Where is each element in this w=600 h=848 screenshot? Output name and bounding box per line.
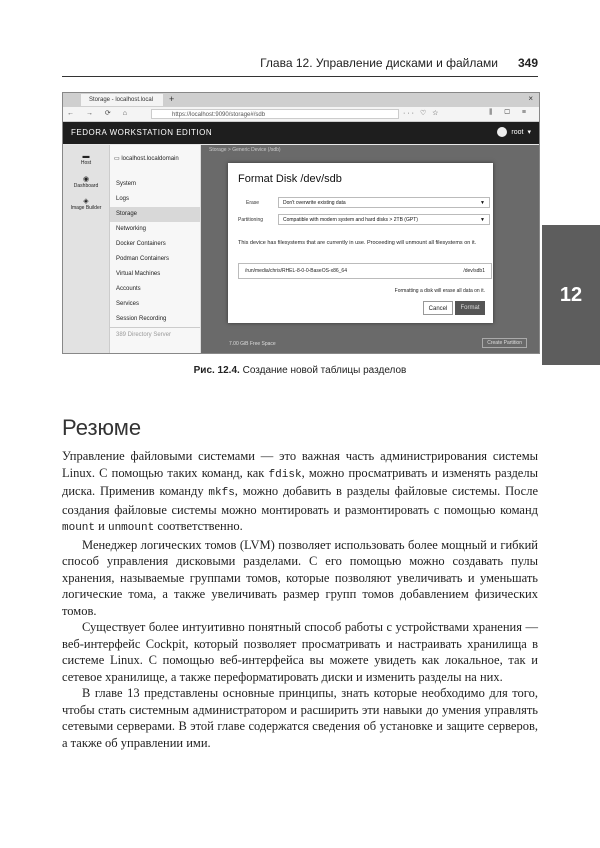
sidebar-item-docker[interactable]: Docker Containers [116, 241, 166, 247]
sidebar-item-vms[interactable]: Virtual Machines [116, 271, 161, 277]
sidebar [110, 145, 201, 353]
format-note: Formatting a disk will erase all data on it. [394, 288, 485, 294]
code-mkfs: mkfs [208, 487, 235, 499]
brand-title: FEDORA WORKSTATION EDITION [71, 128, 213, 137]
sidebar-item-389-directory[interactable]: 389 Directory Server [110, 327, 200, 343]
dialog-title: Format Disk /dev/sdb [238, 173, 342, 185]
partitioning-label: Partitioning [238, 217, 264, 223]
sidebar-menu [110, 177, 200, 343]
computer-icon: ▭ [114, 156, 122, 162]
app-header [63, 122, 539, 144]
mounted-filesystem-row [238, 263, 492, 279]
section-title: Резюме [62, 415, 142, 440]
paragraph-3: Существует более интуитивно понятный способ работы с устройствами хранения — веб-интерфейс Cockpit, который позволяет просматривать и настраивать хранилища в системе Linux. С помощью веб-интерфейса вы можете увидеть как локальное, так и сетевое хранилище, а также переформатировать диски и изменить разделы на них. [62, 620, 538, 684]
caption-text: Создание новой таблицы разделов [242, 365, 407, 376]
sidebar-item-services[interactable]: Services [116, 301, 140, 307]
chevron-down-icon: ▾ [527, 129, 531, 136]
sidebar-item-accounts[interactable]: Accounts [116, 286, 141, 292]
left-nav [63, 145, 110, 353]
user-name: root [511, 128, 524, 136]
device-name: /dev/sdb1 [463, 268, 485, 274]
chapter-tab: 12 [542, 225, 600, 365]
body-text [62, 448, 538, 751]
code-fdisk: fdisk [268, 468, 302, 481]
new-tab-icon[interactable]: + [169, 94, 175, 104]
page-number: 349 [517, 56, 538, 70]
nav-host[interactable]: ▬ Host [63, 153, 109, 166]
avatar [497, 127, 507, 137]
browser-tab-bar [63, 93, 539, 107]
format-button[interactable]: Format [455, 301, 485, 315]
dashboard-icon: ◉ [82, 176, 90, 183]
free-space-label: 7.00 GiB Free Space [229, 341, 276, 347]
user-menu[interactable] [497, 127, 531, 137]
paragraph-2: Менеджер логических томов (LVM) позволяет использовать более мощный и гибкий способ управления дисковыми разделами. С его помощью можно создавать пулы хранения, называемые группами томов, которые позволяют увеличивать и уменьшать логические тома, а также увеличивать размер групп томов добавлением физических томов. [62, 537, 538, 618]
erase-select[interactable]: Don't overwrite existing data ▼ [278, 197, 490, 208]
browser-nav-bar [63, 107, 539, 122]
code-unmount: unmount [107, 522, 155, 534]
erase-label: Erase [246, 200, 260, 206]
url-bar[interactable]: https://localhost:9090/storage#/sdb [151, 109, 399, 119]
screenshot-figure [62, 92, 540, 354]
image-builder-icon: ◈ [83, 198, 89, 205]
breadcrumb: Storage > Generic Device (/sdb) [209, 147, 281, 153]
sidebar-item-system[interactable]: System [116, 181, 137, 187]
create-partition-button[interactable]: Create Partition [482, 338, 527, 348]
page-actions-icon[interactable]: ··· ♡ ☆ [403, 110, 441, 117]
nav-image-builder[interactable]: ◈ Image Builder [63, 197, 109, 211]
nav-dashboard[interactable]: ◉ Dashboard [63, 175, 109, 189]
chapter-title: Глава 12. Управление дисками и файлами [260, 56, 498, 70]
cancel-button[interactable]: Cancel [423, 301, 453, 315]
sidebar-item-networking[interactable]: Networking [116, 226, 147, 232]
toolbar-icons[interactable]: ⫼ ▢ ≡ [489, 109, 531, 116]
in-use-warning: This device has filesystems that are currently in use. Proceeding will unmount all filesystems on it. [238, 240, 477, 246]
sidebar-item-logs[interactable]: Logs [116, 196, 130, 202]
host-icon: ▬ [82, 153, 90, 160]
mount-path: /run/media/chris/RHEL-8-0-0-BaseOS-x86_64 [245, 268, 347, 274]
figure-caption [0, 365, 600, 376]
format-disk-dialog [228, 163, 493, 323]
partitioning-select[interactable]: Compatible with modern system and hard disks > 2TB (GPT) ▼ [278, 214, 490, 225]
sidebar-item-storage[interactable]: Storage [110, 207, 200, 222]
chevron-down-icon: ▼ [480, 217, 485, 223]
browser-tab[interactable]: Storage - localhost.local [81, 94, 163, 106]
sidebar-item-session-recording[interactable]: Session Recording [116, 316, 167, 322]
nav-buttons-icon[interactable]: ← → ⟳ ⌂ [67, 110, 132, 117]
chevron-down-icon: ▼ [480, 200, 485, 206]
running-header [62, 56, 538, 77]
close-window-icon[interactable]: × [528, 94, 533, 103]
caption-label: Рис. 12.4. [193, 365, 240, 376]
host-selector[interactable]: ▭ localhost.localdomain [114, 156, 179, 162]
paragraph-4: В главе 13 представлены основные принципы, знать которые необходимо для того, чтобы стать системным администратором и расширить эти навыки до умения управлять сетевыми серверами. В этой главе содержатся сведения об установке и защите серверов, а также об управлении ими. [62, 686, 538, 750]
sidebar-item-podman[interactable]: Podman Containers [116, 256, 170, 262]
paragraph-1: Управление файловыми системами — это важная часть администрирования системы Linux. С помощью таких команд, как fdisk, можно просматривать и изменять разделы диска. Применив команду mkfs, можно добавить в разделы файловые системы. После создания файловые системы можно монтировать и размонтировать с помощью команд mount и unmount соответственно. [62, 449, 539, 534]
code-mount: mount [62, 522, 96, 534]
